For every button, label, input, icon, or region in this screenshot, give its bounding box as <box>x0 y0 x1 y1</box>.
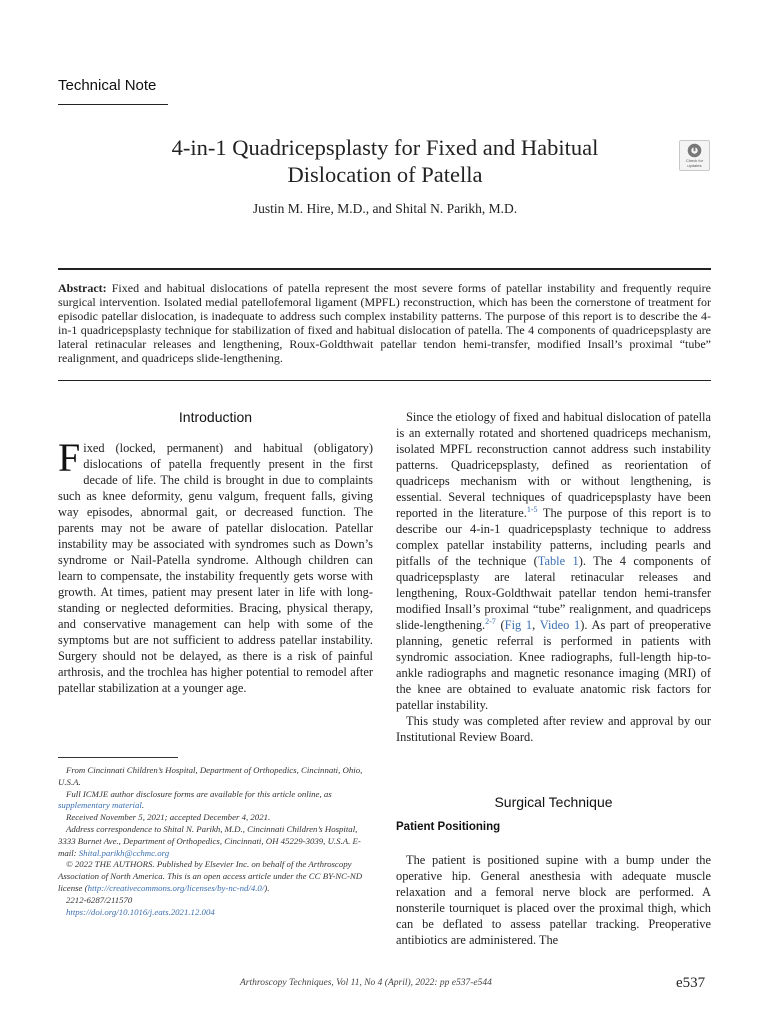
article-title <box>130 134 640 188</box>
introduction-paragraph <box>58 435 373 696</box>
article-type-rule <box>58 104 168 105</box>
introduction-heading: Introduction <box>178 409 253 425</box>
abstract-label: Abstract: <box>58 281 107 295</box>
license-link[interactable]: http://creativecommons.org/licenses/by-nc-nd/4.0/ <box>87 882 265 893</box>
abstract <box>58 281 711 366</box>
journal-footer: Arthroscopy Techniques, Vol 11, No 4 (April), 2022: pp e537-e544 <box>240 978 492 988</box>
footnote-rule <box>58 757 178 758</box>
right-paragraph-1: Since the etiology of fixed and habitual dislocation of patella is an externally rotated and shortened quadriceps mechanism, isolated MPFL reconstruction cannot address such instability patterns. Quadricepsplasty, defined as reorientation of quadriceps mechanism with or without lengthening, is essential. Several techniques of quadricepsplasty have been reported in the literature.$^{1-5}$ The purpose of this report is to describe our 4-in-1 quadricepsplasty technique to address complex patellar instability patterns, including pearls and pitfalls of the technique (Table 1). The 4 components of quadricepsplasty are lateral retinacular releases and lengthening, Roux-Goldthwait patellar tendon hemi-transfer modified Insall’s proximal “tube” realignment, and quadriceps slide-lengthening.$^{2-7}$ (Fig 1, Video 1). As part of preoperative planning, genetic referral is performed in patients with syndromic association. Knee radiographs, full-length hip-to-ankle radiographs and magnetic resonance imaging (MRI) of the knee are obtained to evaluate anatomic risk factors for patellar instability. <box>396 410 711 712</box>
footnote-affiliation: From Cincinnati Children’s Hospital, Department of Orthopedics, Cincinnati, Ohio, U.S.A. <box>58 765 363 787</box>
badge-line-1: Check for <box>685 158 704 163</box>
patient-positioning-text: The patient is positioned supine with a bump under the operative hip. General anesthesia with adequate muscle relaxation and a femoral nerve block are performed. A nonsterile tourniquet is placed over the proximal thigh, which can be deflated to assess patellar tracking. Preoperative antibiotics are administered. The <box>396 853 711 947</box>
footnote-copyright: © 2022 THE AUTHORS. Published by Elsevier Inc. on behalf of the Arthroscopy Association of North America. This is an open access article under the CC BY-NC-ND license (http://creativecommons.org/licenses/by-nc-nd/4.0/). <box>58 859 363 893</box>
video-1-link[interactable]: Video 1 <box>539 618 581 632</box>
supplementary-material-link[interactable]: supplementary material <box>58 800 142 811</box>
footnotes <box>58 765 373 918</box>
surgical-technique-heading: Surgical Technique <box>494 794 613 810</box>
table-1-link[interactable]: Table 1 <box>537 554 579 568</box>
author-list: Justin M. Hire, M.D., and Shital N. Parikh, M.D. <box>252 201 518 216</box>
check-for-updates-badge[interactable] <box>679 140 710 171</box>
abstract-text: Fixed and habitual dislocations of patella represent the most severe forms of patellar instability and frequently require surgical intervention. Isolated medial patellofemoral ligament (MPFL) reconstruction, which has been the cornerstone of treatment for episodic patellar dislocation, is inadequate to address such complex instability patterns. The purpose of this report is to describe the 4-in-1 quadricepsplasty technique for stabilization of fixed and habitual dislocation of patella. The 4 components of quadricepsplasty are lateral retinacular releases and lengthening, Roux-Goldthwait patellar tendon hemi-transfer, modified Insall’s proximal “tube” realignment, and quadriceps slide-lengthening. <box>58 281 711 366</box>
footnote-address: Address correspondence to Shital N. Parikh, M.D., Cincinnati Children’s Hospital, 3333 Burnet Ave., Department of Orthopedics, Cincinnati, OH 45229-3039, U.S.A. E-mail: Shital.parikh@cchmc.org <box>58 823 361 858</box>
email-link[interactable]: Shital.parikh@cchmc.org <box>78 847 170 858</box>
right-paragraph-2: This study was completed after review and approval by our Institutional Review Board. <box>396 714 711 744</box>
drop-cap: F <box>58 435 81 480</box>
right-column-text <box>396 409 711 745</box>
page-number: e537 <box>676 975 706 991</box>
abstract-bottom-rule <box>58 380 711 381</box>
title-line-2: Dislocation of Patella <box>287 162 483 187</box>
citation-2-7[interactable]: 2-7 <box>485 616 496 626</box>
footnote-doi[interactable]: https://doi.org/10.1016/j.eats.2021.12.004 <box>66 906 215 917</box>
footnote-issn: 2212-6287/211570 <box>66 894 133 905</box>
footnote-received: Received November 5, 2021; accepted December 4, 2021. <box>66 812 271 823</box>
footnote-icmje: Full ICMJE author disclosure forms are available for this article online, as supplementary material. <box>58 788 332 811</box>
citation-1-5[interactable]: 1-5 <box>526 504 538 514</box>
title-line-1: 4-in-1 Quadricepsplasty for Fixed and Habitual <box>171 135 599 160</box>
figure-1-link[interactable]: Fig 1 <box>504 618 533 632</box>
article-type-label: Technical Note <box>58 77 157 94</box>
check-updates-icon <box>687 143 702 158</box>
patient-positioning-heading: Patient Positioning <box>396 821 501 833</box>
abstract-top-rule <box>58 268 711 270</box>
badge-line-2: updates <box>687 162 702 168</box>
introduction-text: ixed (locked, permanent) and habitual (obligatory) dislocations of patella frequently present in the first decade of life. The child is brought in due to complaints such as knee deformity, genu valgum, frequent falls, giving way episodes, abnormal gait, or decreased function. The parents may not be aware of patellar dislocation. Patellar instability may be associated with syndromes such as Down’s syndrome or Nail-Patella syndrome. Although children can learn to compensate, the instability frequently gets worse with growth. At times, patient may present later in life with long-standing or neglected deformities. Bracing, physical therapy, and conservative management can help with some of the symptoms but are not sufficient to address patellar instability. Surgery should not be delayed, as there is a risk of painful arthrosis, and the trochlea has higher potential to remodel after patellar stabilization at a younger age. <box>58 441 373 695</box>
